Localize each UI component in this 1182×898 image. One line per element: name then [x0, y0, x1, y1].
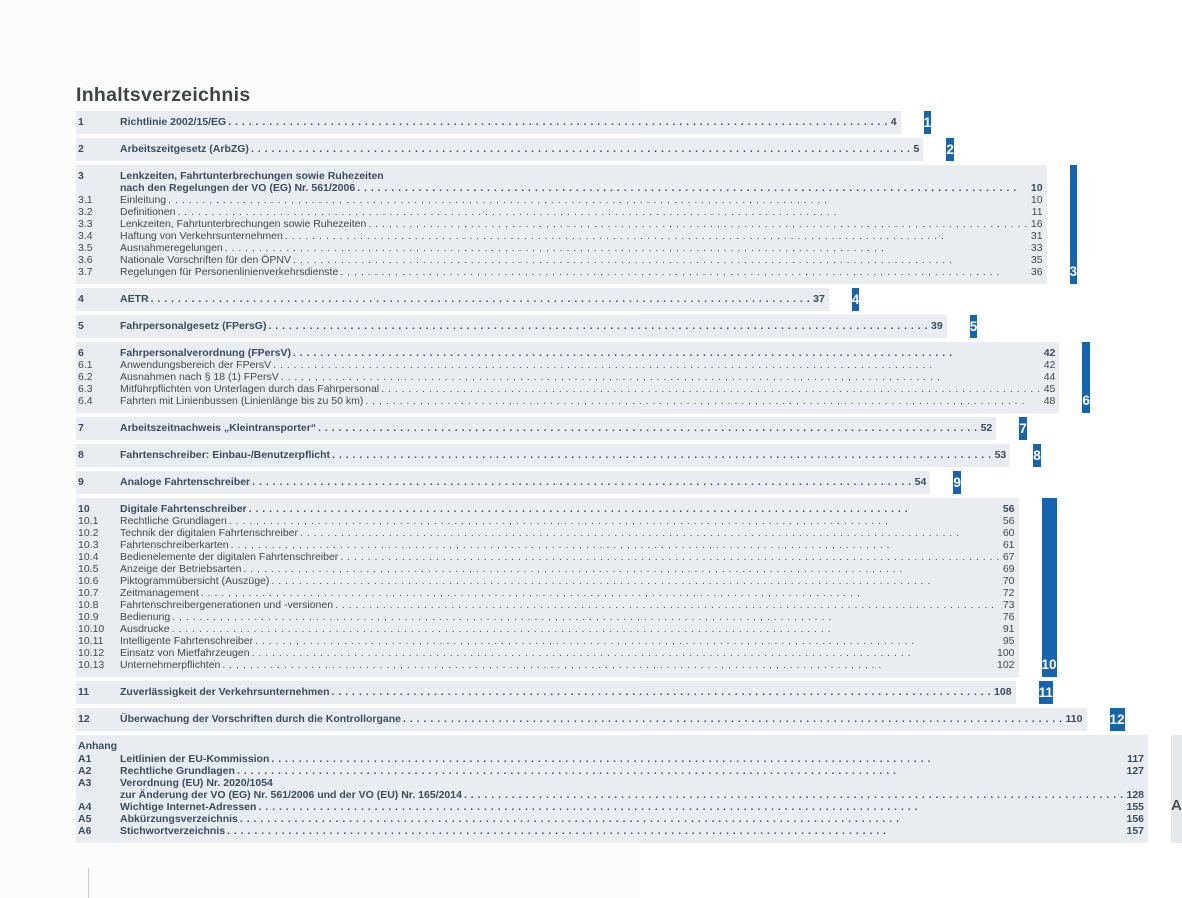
- dot-leader: [151, 293, 811, 305]
- toc-entry-number: A2: [78, 765, 92, 777]
- toc-entry-number: 3.5: [78, 242, 93, 254]
- toc-entry: [78, 359, 1055, 371]
- toc-entry-page: 72: [1002, 587, 1015, 599]
- toc-entry-number: A3: [78, 777, 92, 789]
- toc-entry-title: Fahrtenschreibergenerationen und -versionen: [120, 599, 334, 611]
- chapter-tab-6: 6: [1082, 342, 1090, 413]
- chapter-tab-2: 2: [946, 138, 954, 161]
- toc-entry: [78, 143, 919, 155]
- dot-leader: [335, 599, 1000, 611]
- dot-leader: [271, 753, 1124, 765]
- dot-leader: [168, 194, 1028, 206]
- dot-leader: [222, 659, 994, 671]
- toc-entry-page: 54: [914, 476, 927, 488]
- toc-entry-title: Fahrpersonalgesetz (FPersG): [120, 320, 267, 332]
- chapter-tab-11: 11: [1039, 681, 1053, 704]
- chapter-tab-4: 4: [852, 288, 860, 311]
- chapter-tab-A: A: [1171, 735, 1182, 843]
- toc-entry-number: 8: [78, 449, 84, 461]
- toc-entry-page: 70: [1002, 575, 1015, 587]
- scan-artifact-line: [88, 868, 89, 898]
- toc-entry-title: Fahrtenschreiber: Einbau-/Benutzerpflicht: [120, 449, 331, 461]
- anhang-heading: [78, 740, 1144, 752]
- toc-entry-title: Fahrten mit Linienbussen (Linienlänge bis zu 50 km): [120, 395, 364, 407]
- toc-group: [76, 681, 1053, 704]
- dot-leader: [268, 320, 928, 332]
- toc-entry-title: Zeitmanagement: [120, 587, 199, 599]
- toc-entry-page: 35: [1030, 254, 1043, 266]
- chapter-tab-10: 10: [1042, 498, 1057, 677]
- toc-entry-title: Arbeitszeitgesetz (ArbZG): [120, 143, 249, 155]
- toc-entry-number: 6.4: [78, 395, 93, 407]
- toc-entry-page: 91: [1002, 623, 1015, 635]
- toc-entry-title: Arbeitszeitnachweis „Kleintransporter“: [120, 422, 317, 434]
- toc-entry-number: 12: [78, 713, 90, 725]
- toc-entry: [78, 503, 1015, 515]
- toc-entry: [78, 218, 1043, 230]
- toc-entry-title: Einleitung: [120, 194, 167, 206]
- toc-entry-title: Verordnung (EU) Nr. 2020/1054: [120, 777, 273, 789]
- toc-entry-page: 36: [1030, 266, 1043, 278]
- toc-entry: [78, 347, 1055, 359]
- toc-entry-page: 45: [1043, 383, 1056, 395]
- dot-leader: [381, 383, 1041, 395]
- dot-leader: [252, 476, 912, 488]
- toc-entry: [78, 383, 1055, 395]
- toc-entry-page: 117: [1127, 753, 1145, 765]
- toc-entry-title: Abkürzungsverzeichnis: [120, 813, 238, 825]
- toc-groups: [76, 111, 1182, 843]
- toc-entry-page: 37: [813, 293, 825, 305]
- toc-entry-number: 10.4: [78, 551, 99, 563]
- toc-entry-page: 4: [890, 116, 897, 128]
- toc-entry-title: Fahrpersonalverordnung (FPersV): [120, 347, 291, 359]
- toc-entry-title: Definitionen: [120, 206, 176, 218]
- toc-entry-title: nach den Regelungen der VO (EG) Nr. 561/2006: [120, 182, 356, 194]
- toc-entry-page: 128: [1126, 789, 1145, 801]
- toc-entry-number: 3: [78, 170, 84, 182]
- dot-leader: [255, 635, 1000, 647]
- toc-entry-number: 3.1: [78, 194, 93, 206]
- dot-leader: [365, 395, 1040, 407]
- chapter-tab-9: 9: [953, 471, 961, 494]
- toc-entry-page: 16: [1030, 218, 1043, 230]
- toc-entry: [78, 635, 1015, 647]
- toc-entry-title: Technik der digitalen Fahrtenschreiber: [120, 527, 299, 539]
- toc-entry: [78, 254, 1043, 266]
- toc-entry-page: 56: [1002, 503, 1015, 515]
- toc-entry-number: 5: [78, 320, 84, 332]
- toc-entry: [78, 422, 992, 434]
- toc-entry-title: Anzeige der Betriebsarten: [120, 563, 242, 575]
- dot-leader: [464, 789, 1124, 801]
- toc-entry-number: 10.5: [78, 563, 99, 575]
- toc-entry-number: 3.4: [78, 230, 93, 242]
- toc-entry: [78, 194, 1043, 206]
- toc-entry-page: 52: [980, 422, 993, 434]
- toc-group-band: [76, 681, 1016, 704]
- toc-entry-page: 60: [1002, 527, 1015, 539]
- dot-leader: [227, 825, 1123, 837]
- chapter-tab-7: 7: [1019, 417, 1027, 440]
- chapter-tab-8: 8: [1033, 444, 1041, 467]
- toc-group: [76, 342, 1090, 413]
- toc-entry-number: 6.1: [78, 359, 93, 371]
- toc-entry-page: 108: [994, 686, 1012, 698]
- toc-entry-number: 10.1: [78, 515, 99, 527]
- dot-leader: [340, 266, 1028, 278]
- toc-entry-title: Lenkzeiten, Fahrtunterbrechungen sowie Ruhezeiten: [120, 170, 384, 182]
- toc-group: [76, 315, 978, 338]
- toc-entry: [78, 825, 1144, 837]
- toc-entry-title: Stichwortverzeichnis: [120, 825, 226, 837]
- toc-group: [76, 498, 1057, 677]
- chapter-tab-5: 5: [970, 315, 978, 338]
- toc-entry-number: 4: [78, 293, 84, 305]
- dot-leader: [271, 575, 999, 587]
- toc-entry: [78, 801, 1144, 813]
- toc-entry: [78, 320, 943, 332]
- toc-group-band: [76, 165, 1047, 284]
- toc-group: [76, 138, 954, 161]
- toc-entry-title: Ausdrucke: [120, 623, 170, 635]
- toc-entry-title: Anwendungsbereich der FPersV: [120, 359, 272, 371]
- toc-entry-page: 69: [1002, 563, 1015, 575]
- toc-entry-title: Analoge Fahrtenschreiber: [120, 476, 251, 488]
- toc-group: [76, 708, 1125, 731]
- dot-leader: [231, 539, 1000, 551]
- toc-entry: [78, 449, 1006, 461]
- toc-entry-number: 7: [78, 422, 84, 434]
- toc-group-band: [76, 111, 901, 134]
- toc-entry-number: 2: [78, 143, 84, 155]
- toc-entry-title: Leitlinien der EU-Kommission: [120, 753, 270, 765]
- toc-entry: [78, 765, 1144, 777]
- dot-leader: [225, 242, 1028, 254]
- dot-leader: [252, 647, 994, 659]
- toc-entry: [78, 575, 1015, 587]
- toc-entry-number: 6.2: [78, 371, 93, 383]
- toc-entry-number: A1: [78, 753, 92, 765]
- toc-entry-page: 156: [1126, 813, 1145, 825]
- toc-entry: [78, 371, 1055, 383]
- toc-entry: [78, 395, 1055, 407]
- toc-entry-title: Zuverlässigkeit der Verkehrsunternehmen: [120, 686, 330, 698]
- toc-entry: [78, 293, 825, 305]
- toc-entry-page: 10: [1030, 182, 1043, 194]
- toc-entry-number: 10.9: [78, 611, 99, 623]
- toc-entry-number: 10.12: [78, 647, 105, 659]
- toc-entry-number: 11: [78, 686, 90, 698]
- toc-entry-page: 5: [913, 143, 920, 155]
- anhang-heading-label: Anhang: [78, 740, 118, 752]
- dot-leader: [357, 182, 1028, 194]
- toc-entry-title: Ausnahmeregelungen: [120, 242, 223, 254]
- toc-entry-title: Rechtliche Grundlagen: [120, 515, 227, 527]
- toc-entry-title: AETR: [120, 293, 149, 305]
- toc-entry-page: 56: [1002, 515, 1015, 527]
- dot-leader: [237, 765, 1124, 777]
- dot-leader: [172, 611, 1000, 623]
- toc-entry: [78, 813, 1144, 825]
- dot-leader: [293, 254, 1028, 266]
- toc-entry-page: 110: [1065, 713, 1083, 725]
- toc-entry-page: 48: [1043, 395, 1056, 407]
- toc-entry-number: A4: [78, 801, 92, 813]
- toc-entry-number: 3.6: [78, 254, 93, 266]
- toc-entry-title: Digitale Fahrtenschreiber: [120, 503, 247, 515]
- toc-entry-title: Mitführpflichten von Unterlagen durch das Fahrpersonal: [120, 383, 380, 395]
- toc-group: [76, 735, 1182, 843]
- toc-entry: [78, 599, 1015, 611]
- toc-entry-title: Intelligente Fahrtenschreiber: [120, 635, 254, 647]
- toc-entry-number: 10.2: [78, 527, 99, 539]
- dot-leader: [332, 449, 992, 461]
- dot-leader: [240, 813, 1124, 825]
- toc-entry-title: zur Änderung der VO (EG) Nr. 561/2006 und der VO (EU) Nr. 165/2014: [120, 789, 462, 801]
- toc-group-band: [76, 138, 923, 161]
- dot-leader: [249, 503, 1000, 515]
- toc-group-band: [76, 735, 1148, 843]
- toc-entry-page: 39: [931, 320, 943, 332]
- toc-entry-page: 76: [1002, 611, 1015, 623]
- toc-group-band: [76, 288, 829, 311]
- toc-entry: [78, 587, 1015, 599]
- toc-entry-page: 157: [1126, 825, 1145, 837]
- toc-entry: [78, 623, 1015, 635]
- toc-entry-title: Überwachung der Vorschriften durch die Kontrollorgane: [120, 713, 402, 725]
- toc-entry: [78, 230, 1043, 242]
- toc-entry: [78, 242, 1043, 254]
- toc-entry-title: Nationale Vorschriften für den ÖPNV: [120, 254, 292, 266]
- toc-entry-page: 33: [1030, 242, 1043, 254]
- dot-leader: [318, 422, 978, 434]
- toc-entry-title: Lenkzeiten, Fahrtunterbrechungen sowie Ruhezeiten: [120, 218, 367, 230]
- dot-leader: [368, 218, 1028, 230]
- toc-entry-number: A5: [78, 813, 92, 825]
- toc-entry-number: 10.3: [78, 539, 99, 551]
- dot-leader: [285, 230, 1028, 242]
- chapter-tab-1: 1: [924, 111, 932, 134]
- dot-leader: [300, 527, 1000, 539]
- toc-entry: [78, 551, 1015, 563]
- toc-group: [76, 111, 932, 134]
- toc-entry-page: 42: [1043, 347, 1056, 359]
- toc-entry: [78, 753, 1144, 765]
- toc-entry-title: Fahrtenschreiberkarten: [120, 539, 229, 551]
- toc-entry-page: 53: [994, 449, 1007, 461]
- toc-entry: [78, 476, 926, 488]
- toc-entry: [78, 686, 1012, 698]
- toc-group: [76, 288, 860, 311]
- toc-entry-number: 10: [78, 503, 90, 515]
- toc-entry-number: 3.3: [78, 218, 93, 230]
- toc-entry: [78, 170, 1043, 182]
- toc-entry: [78, 611, 1015, 623]
- dot-leader: [229, 515, 1000, 527]
- toc-entry-title: Bedienung: [120, 611, 171, 623]
- toc-entry-number: 3.7: [78, 266, 93, 278]
- toc-entry: [78, 713, 1083, 725]
- toc-entry: [78, 515, 1015, 527]
- toc-entry-number: 6.3: [78, 383, 93, 395]
- toc-entry-page: 11: [1031, 206, 1043, 218]
- dot-leader: [403, 713, 1063, 725]
- toc-entry-title: Regelungen für Personenlinienverkehrsdienste: [120, 266, 339, 278]
- toc-entry-number: 10.10: [78, 623, 105, 635]
- dot-leader: [281, 371, 1041, 383]
- dot-leader: [172, 623, 1000, 635]
- toc-entry-number: 10.7: [78, 587, 99, 599]
- toc-entry-number: 10.8: [78, 599, 99, 611]
- toc-entry-number: 1: [78, 116, 84, 128]
- toc-entry: [78, 647, 1015, 659]
- toc-group-band: [76, 444, 1010, 467]
- toc-entry-title: Ausnahmen nach § 18 (1) FPersV: [120, 371, 279, 383]
- toc-entry-page: 73: [1002, 599, 1015, 611]
- toc-group-band: [76, 417, 996, 440]
- toc-entry-page: 95: [1002, 635, 1015, 647]
- toc-group-band: [76, 471, 930, 494]
- toc-entry-page: 67: [1002, 551, 1015, 563]
- toc-group-band: [76, 708, 1087, 731]
- chapter-tab-12: 12: [1110, 708, 1125, 731]
- page-title: Inhaltsverzeichnis: [76, 84, 251, 106]
- dot-leader: [332, 686, 992, 698]
- toc-entry-title: Einsatz von Mietfahrzeugen: [120, 647, 250, 659]
- toc-entry-title: Haftung von Verkehrsunternehmen: [120, 230, 283, 242]
- toc-entry-title: Bedienelemente der digitalen Fahrtenschreiber: [120, 551, 339, 563]
- chapter-tab-3: 3: [1070, 165, 1078, 284]
- toc-entry: [78, 777, 1144, 789]
- toc-entry-number: 10.13: [78, 659, 105, 671]
- toc-group-band: [76, 315, 947, 338]
- dot-leader: [340, 551, 1000, 563]
- toc-entry: [78, 527, 1015, 539]
- toc-entry-number: 6: [78, 347, 84, 359]
- toc-entry-page: 155: [1126, 801, 1145, 813]
- toc-group: [76, 417, 1027, 440]
- toc-entry: [78, 116, 897, 128]
- toc-entry-page: 42: [1043, 359, 1056, 371]
- toc-group: [76, 165, 1078, 284]
- dot-leader: [177, 206, 1028, 218]
- toc-entry-page: 102: [997, 659, 1015, 671]
- toc-entry-page: 44: [1043, 371, 1056, 383]
- toc-entry: [78, 659, 1015, 671]
- dot-leader: [251, 143, 911, 155]
- toc-entry-title: Wichtige Internet-Adressen: [120, 801, 257, 813]
- dot-leader: [201, 587, 1000, 599]
- toc-entry-number: A6: [78, 825, 92, 837]
- toc-group-band: [76, 498, 1019, 677]
- toc-entry-page: 31: [1030, 230, 1043, 242]
- dot-leader: [293, 347, 1041, 359]
- dot-leader: [258, 801, 1123, 813]
- toc-entry-continuation: [78, 789, 1144, 801]
- toc-entry: [78, 266, 1043, 278]
- toc-entry: [78, 539, 1015, 551]
- toc-entry-page: 100: [997, 647, 1015, 659]
- toc-entry: [78, 206, 1043, 218]
- toc-entry-page: 10: [1030, 194, 1043, 206]
- toc-entry-title: Unternehmerpflichten: [120, 659, 221, 671]
- toc-entry-number: 9: [78, 476, 84, 488]
- toc-entry-continuation: [78, 182, 1043, 194]
- toc-entry-title: Richtlinie 2002/15/EG: [120, 116, 227, 128]
- toc-group: [76, 471, 961, 494]
- dot-leader: [243, 563, 999, 575]
- dot-leader: [228, 116, 888, 128]
- toc-entry-title: Rechtliche Grundlagen: [120, 765, 235, 777]
- toc-group-band: [76, 342, 1059, 413]
- dot-leader: [273, 359, 1041, 371]
- toc-entry-title: Piktogrammübersicht (Auszüge): [120, 575, 270, 587]
- toc-entry-number: 3.2: [78, 206, 93, 218]
- toc-entry: [78, 563, 1015, 575]
- toc-group: [76, 444, 1041, 467]
- toc-entry-page: 127: [1126, 765, 1145, 777]
- toc-entry-page: 61: [1002, 539, 1015, 551]
- toc-entry-number: 10.11: [78, 635, 104, 647]
- toc-entry-number: 10.6: [78, 575, 99, 587]
